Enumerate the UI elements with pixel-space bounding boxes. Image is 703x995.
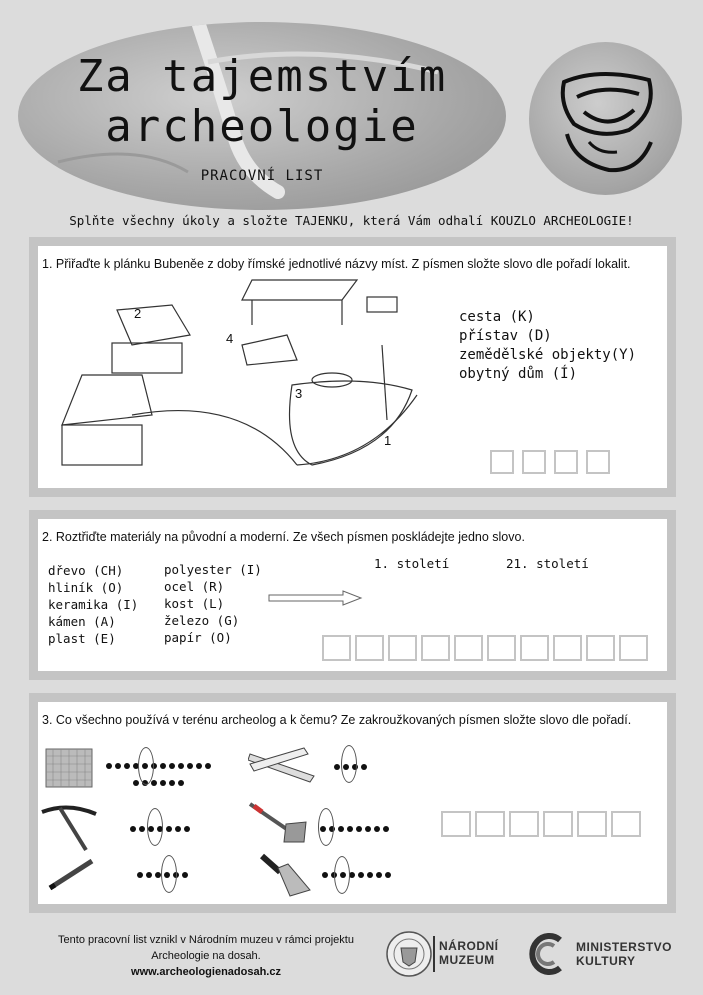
ministry-logo-icon xyxy=(527,932,567,976)
arrow-right-icon xyxy=(268,590,363,606)
answer-box[interactable] xyxy=(487,635,516,661)
location-item: zemědělské objekty(Y) xyxy=(459,347,637,363)
materials-column-2 xyxy=(164,561,262,646)
answer-box[interactable] xyxy=(586,635,615,661)
project-logo xyxy=(529,42,682,195)
footer-line-1: Tento pracovní list vznikl v Národním muzeu v rámci projektu xyxy=(58,934,354,946)
site-plan-illustration xyxy=(42,275,452,480)
answer-box[interactable] xyxy=(355,635,384,661)
museum-name-line1: NÁRODNÍ xyxy=(439,939,499,953)
material-item: polyester (I) xyxy=(164,562,262,577)
material-item: papír (O) xyxy=(164,630,232,645)
answer-box[interactable] xyxy=(553,635,582,661)
material-item: hliník (O) xyxy=(48,580,124,595)
task1-instruction: 1. Přiřaďte k plánku Bubeněe z doby římské jednotlivé názvy míst. Z písmen složte slovo dle pořadí lokalit. xyxy=(42,257,631,271)
putty-knife-icon xyxy=(258,852,313,897)
task2-answer-boxes xyxy=(322,635,648,661)
circled-letter-marker xyxy=(161,855,177,893)
page-subtitle: PRACOVNÍ LIST xyxy=(200,168,324,184)
material-item: ocel (R) xyxy=(164,579,225,594)
answer-box[interactable] xyxy=(509,811,539,837)
material-item: dřevo (CH) xyxy=(48,563,124,578)
plan-label-3: 3 xyxy=(295,386,303,401)
logo-divider xyxy=(433,936,435,972)
circled-letter-marker xyxy=(318,808,334,846)
answer-box[interactable] xyxy=(441,811,471,837)
answer-box[interactable] xyxy=(554,450,578,474)
answer-box[interactable] xyxy=(388,635,417,661)
column-head-1st-century: 1. století xyxy=(374,556,450,571)
circled-letter-marker xyxy=(334,856,350,894)
ministry-name-line2: KULTURY xyxy=(576,954,636,968)
answer-box[interactable] xyxy=(475,811,505,837)
ministry-name-line1: MINISTERSTVO xyxy=(576,940,673,954)
hoe-icon xyxy=(248,800,308,845)
task1-answer-boxes xyxy=(490,450,610,474)
museum-logo-text xyxy=(439,939,499,967)
circled-letter-marker xyxy=(138,747,154,785)
task2-instruction: 2. Roztřiďte materiály na původní a moderní. Ze všech písmen poskládejte jedno slovo. xyxy=(42,530,525,544)
circled-letter-marker xyxy=(341,745,357,783)
answer-box[interactable] xyxy=(543,811,573,837)
word-slot-6 xyxy=(322,872,391,878)
location-item: přístav (D) xyxy=(459,328,552,344)
museum-name-line2: MUZEUM xyxy=(439,953,495,967)
circled-letter-marker xyxy=(147,808,163,846)
answer-box[interactable] xyxy=(619,635,648,661)
footer-credits xyxy=(20,932,392,980)
folding-ruler-icon xyxy=(248,746,318,786)
plan-label-2: 2 xyxy=(134,306,142,321)
intro-instruction: Splňte všechny úkoly a složte TAJENKU, která Vám odhalí KOUZLO ARCHEOLOGIE! xyxy=(69,213,634,228)
location-list xyxy=(459,308,636,384)
answer-box[interactable] xyxy=(322,635,351,661)
answer-box[interactable] xyxy=(490,450,514,474)
materials-column-1 xyxy=(48,562,138,647)
title-line-1: Za tajemstvím xyxy=(76,51,448,102)
plan-label-1: 1 xyxy=(384,433,392,448)
task3-answer-boxes xyxy=(441,811,641,837)
grid-frame-icon xyxy=(45,748,93,788)
page-title xyxy=(20,52,504,152)
answer-box[interactable] xyxy=(520,635,549,661)
answer-box[interactable] xyxy=(586,450,610,474)
answer-box[interactable] xyxy=(454,635,483,661)
pickaxe-icon xyxy=(40,802,98,854)
material-item: kámen (A) xyxy=(48,614,116,629)
title-line-2: archeologie xyxy=(105,101,419,152)
column-head-21st-century: 21. století xyxy=(506,556,589,571)
hand-bowl-icon xyxy=(529,42,682,195)
location-item: cesta (K) xyxy=(459,309,535,325)
pencil-icon xyxy=(46,857,96,892)
material-item: plast (E) xyxy=(48,631,116,646)
answer-box[interactable] xyxy=(522,450,546,474)
footer-url-link[interactable]: www.archeologienadosah.cz xyxy=(131,966,281,978)
material-item: keramika (I) xyxy=(48,597,139,612)
task3-instruction: 3. Co všechno používá v terénu archeolog a k čemu? Ze zakroužkovaných písmen složte slovo dle pořadí. xyxy=(42,713,632,727)
material-item: železo (G) xyxy=(164,613,240,628)
answer-box[interactable] xyxy=(577,811,607,837)
material-item: kost (L) xyxy=(164,596,225,611)
plan-label-4: 4 xyxy=(226,331,234,346)
answer-box[interactable] xyxy=(421,635,450,661)
national-museum-seal-icon xyxy=(385,930,433,978)
ministry-logo-text xyxy=(576,940,672,968)
word-slot-1 xyxy=(106,763,211,769)
footer-line-2: Archeologie na dosah. xyxy=(151,950,261,962)
location-item: obytný dům (Í) xyxy=(459,366,578,382)
answer-box[interactable] xyxy=(611,811,641,837)
